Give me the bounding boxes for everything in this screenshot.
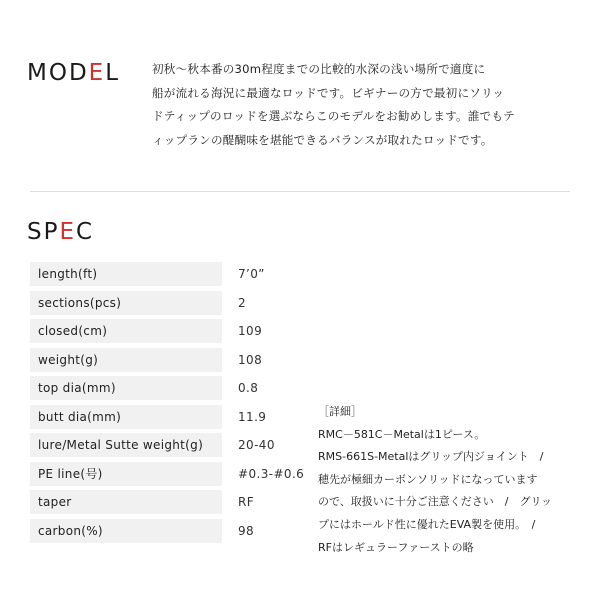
spec-value: 20-40 <box>238 438 275 452</box>
spec-heading <box>27 219 94 245</box>
detail-line: プにはホールド性に優れたEVA製を使用。 / <box>318 517 536 531</box>
spec-value: 7’0” <box>238 267 265 281</box>
spec-value: 98 <box>238 524 255 538</box>
spec-row <box>30 262 320 286</box>
detail-line: RMC－581C－Metalは1ピース。 <box>318 427 486 441</box>
spec-label: butt dia(mm) <box>30 405 222 429</box>
spec-label: length(ft) <box>30 262 222 286</box>
spec-label: PE line(号) <box>30 462 222 486</box>
model-heading-start: MOD <box>27 60 89 86</box>
spec-label: weight(g) <box>30 348 222 372</box>
spec-label: sections(pcs) <box>30 291 222 315</box>
model-description-line: 初秋～秋本番の30m程度までの比較的水深の浅い場所で適度に <box>152 62 486 76</box>
spec-value: 0.8 <box>238 381 259 395</box>
spec-heading-end: C <box>76 219 95 245</box>
spec-value: 2 <box>238 296 247 310</box>
spec-row <box>30 348 320 372</box>
detail-heading: ［詳細］ <box>318 405 362 418</box>
section-divider <box>30 191 570 192</box>
spec-value: 108 <box>238 353 263 367</box>
spec-heading-accent: E <box>59 219 77 245</box>
spec-value: 11.9 <box>238 410 267 424</box>
model-description <box>152 58 592 152</box>
spec-row <box>30 433 320 457</box>
model-description-line: ィップランの醍醐味を堪能できるバランスが取れたロッドです。 <box>152 132 493 147</box>
detail-notes <box>318 401 590 559</box>
spec-row <box>30 405 320 429</box>
spec-label: lure/Metal Sutte weight(g) <box>30 433 222 457</box>
spec-row <box>30 462 320 486</box>
model-description-line: ドティップのロッドを選ぶならこのモデルをお勧めします。誰でもテ <box>152 109 515 123</box>
spec-value: RF <box>238 495 255 509</box>
detail-line: ので、取扱いに十分ご注意ください / グリッ <box>318 495 553 509</box>
spec-row <box>30 319 320 343</box>
detail-line: RFはレギュラーファーストの略 <box>318 540 474 554</box>
model-heading <box>27 60 120 86</box>
model-heading-accent: E <box>88 60 106 86</box>
spec-label: closed(cm) <box>30 319 222 343</box>
spec-value: #0.3-#0.6 <box>238 467 305 481</box>
spec-label: carbon(%) <box>30 519 222 543</box>
spec-row <box>30 490 320 514</box>
spec-label: taper <box>30 490 222 514</box>
spec-row <box>30 291 320 315</box>
detail-line: RMS-661S-Metalはグリップ内ジョイント / <box>318 450 544 464</box>
spec-label: top dia(mm) <box>30 376 222 400</box>
spec-row <box>30 519 320 543</box>
detail-line: 穂先が極細カーボンソリッドになっています <box>318 472 538 486</box>
spec-row <box>30 376 320 400</box>
model-heading-end: L <box>105 60 121 86</box>
spec-value: 109 <box>238 324 263 338</box>
spec-heading-start: SP <box>27 219 60 245</box>
model-description-line: 船が流れる海況に最適なロッドです。ビギナーの方で最初にソリッ <box>152 85 505 100</box>
